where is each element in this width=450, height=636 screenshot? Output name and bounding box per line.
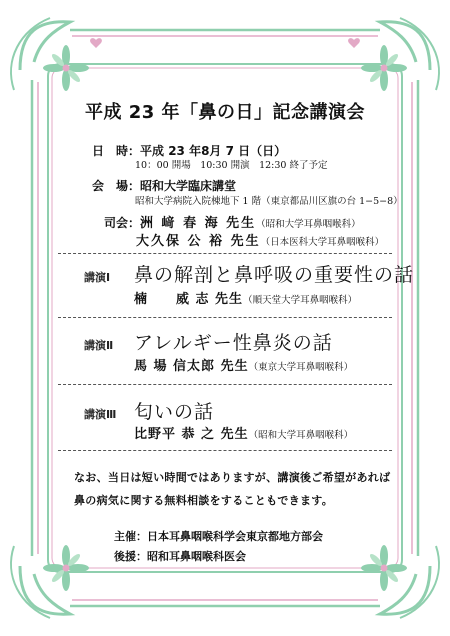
- host-name: 洲 﨑 春 海 先生: [140, 216, 257, 231]
- divider: [58, 317, 392, 318]
- venue-label: 会 場：: [92, 179, 141, 193]
- lecture-3: [84, 403, 116, 422]
- host-row-2: [136, 230, 384, 249]
- lecture-label: 講演Ⅲ: [84, 408, 117, 421]
- lecture-speaker-row: [134, 423, 353, 442]
- lecture-affiliation: （昭和大学耳鼻咽喉科）: [248, 430, 354, 441]
- lecture-speaker: 楠 威 志 先生: [134, 292, 244, 307]
- divider: [58, 253, 392, 254]
- datetime-label: 日 時：: [92, 144, 141, 158]
- note-line-2: 鼻の病気に関する無料相談をすることもできます。: [74, 494, 334, 507]
- lecture-2: [84, 334, 113, 353]
- lecture-affiliation: （東京大学耳鼻咽喉科）: [248, 362, 354, 373]
- host-affiliation: （昭和大学耳鼻咽喉科）: [256, 219, 361, 230]
- sponsor-label: 主催：: [114, 530, 147, 543]
- host-label: 司会：: [104, 216, 141, 230]
- venue-row: [92, 175, 236, 194]
- lecture-speaker: 比野平 恭 之 先生: [134, 427, 249, 442]
- support-value: 昭和耳鼻咽喉科医会: [147, 550, 246, 563]
- host-row-1: [104, 212, 361, 231]
- note-line-1: なお、当日は短い時間ではありますが、講演後ご希望があれば: [74, 471, 391, 484]
- lecture-speaker-row: [134, 355, 353, 374]
- venue-value: 昭和大学臨床講堂: [140, 179, 237, 193]
- divider: [58, 384, 392, 385]
- lecture-title: 鼻の解剖と鼻呼吸の重要性の話: [134, 264, 415, 286]
- support-label: 後援：: [114, 550, 147, 563]
- lecture-1: [84, 266, 110, 285]
- divider: [58, 450, 392, 451]
- sponsor-row: [114, 525, 323, 544]
- venue-detail: 昭和大学病院入院棟地下 1 階（東京都品川区旗の台 1−5−8）: [135, 196, 403, 207]
- schedule-text: 10：00 開場 10:30 開演 12:30 終了予定: [135, 160, 328, 171]
- lecture-affiliation: （順天堂大学耳鼻咽喉科）: [243, 295, 358, 306]
- lecture-label: 講演Ⅰ: [84, 271, 111, 284]
- lecture-label: 講演Ⅱ: [84, 339, 114, 352]
- page-title: 平成 23 年「鼻の日」記念講演会: [84, 102, 366, 123]
- lecture-title: アレルギー性鼻炎の話: [134, 332, 333, 354]
- datetime-value: 平成 23 年8月 7 日（日）: [140, 144, 287, 158]
- lecture-title: 匂いの話: [134, 401, 215, 423]
- lecture-speaker-row: [134, 288, 357, 307]
- host-affiliation: （日本医科大学耳鼻咽喉科）: [260, 237, 385, 248]
- lecture-speaker: 馬 場 信太郎 先生: [134, 359, 249, 374]
- host-name: 大久保 公 裕 先生: [136, 234, 261, 249]
- sponsor-value: 日本耳鼻咽喉科学会東京都地方部会: [147, 530, 323, 543]
- support-row: [114, 545, 246, 564]
